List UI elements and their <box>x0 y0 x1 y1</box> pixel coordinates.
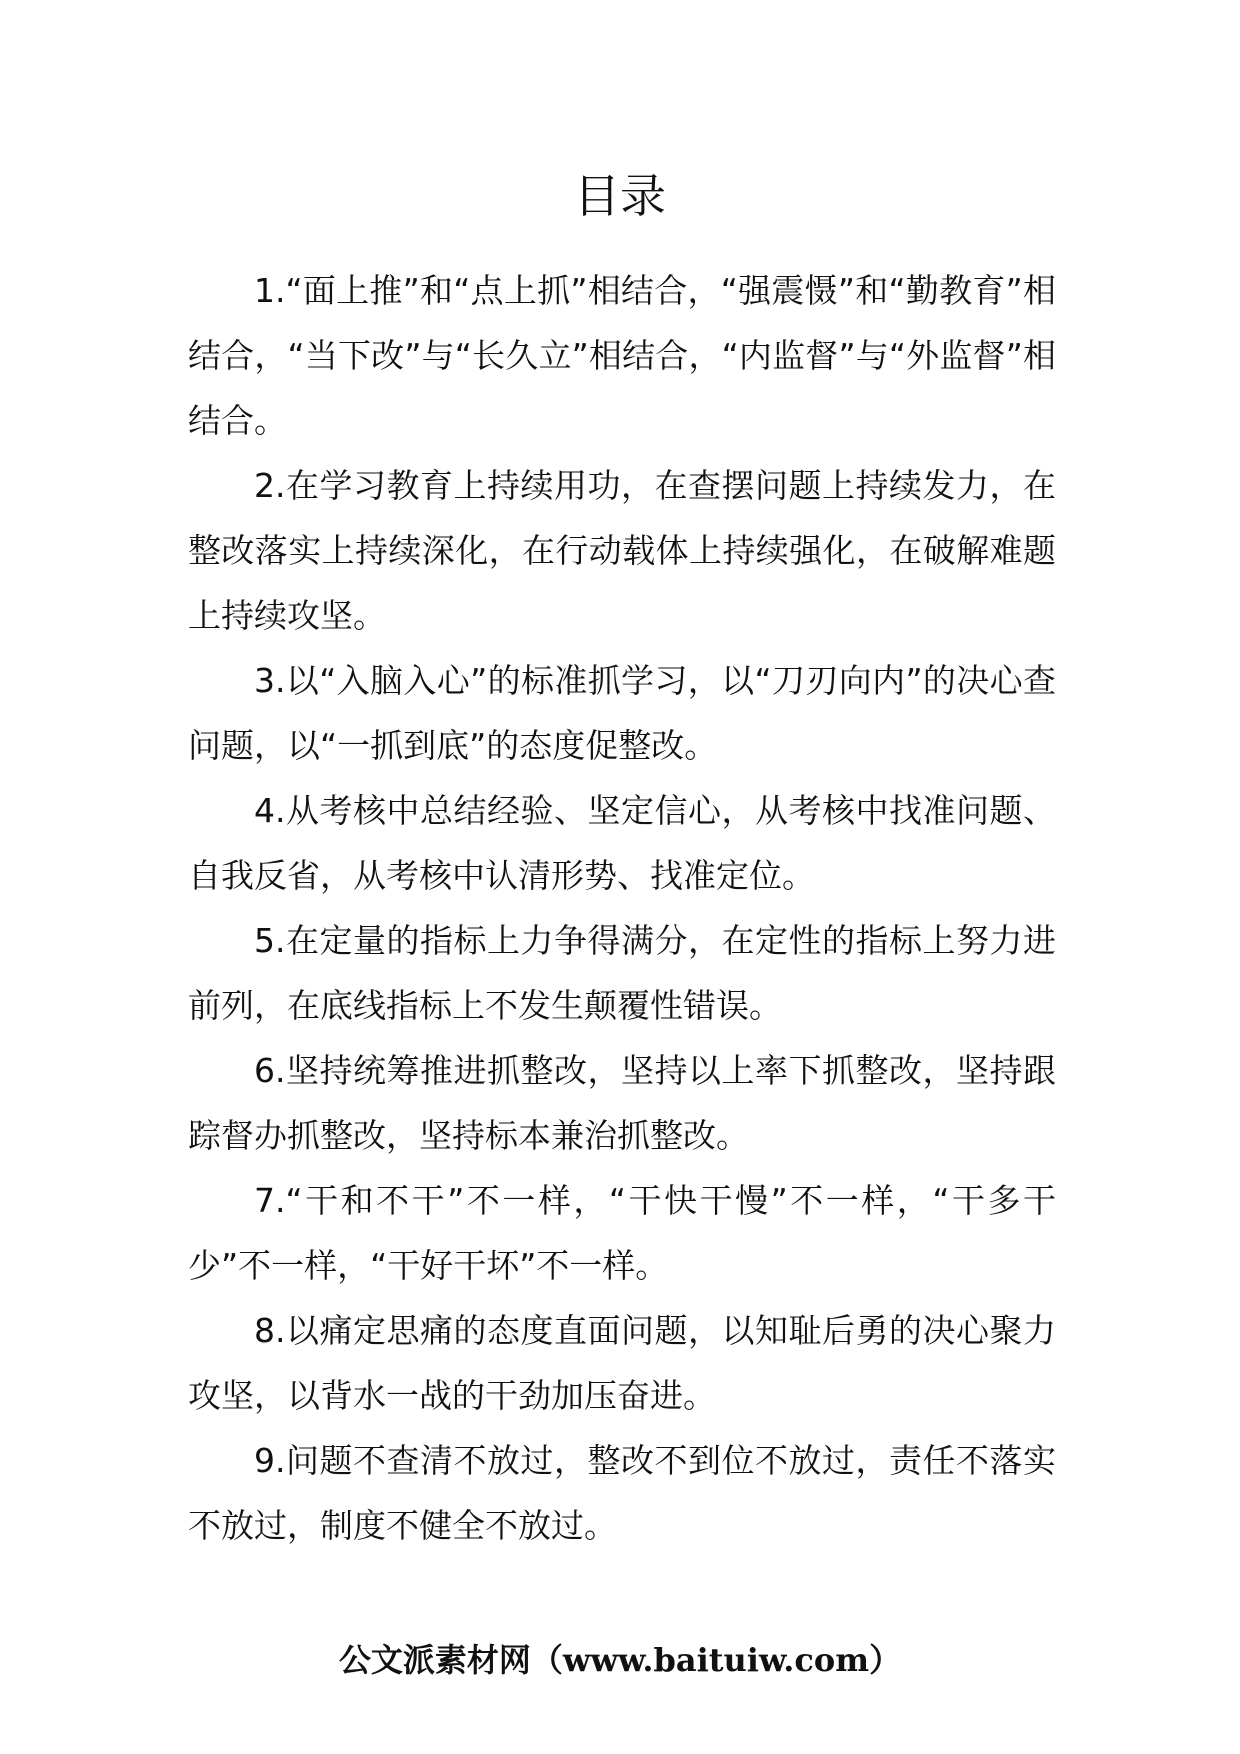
toc-item-7: 7.“干和不干”不一样，“干快干慢”不一样，“干多干少”不一样，“干好干坏”不一样。 <box>188 1181 1056 1285</box>
toc-item-6: 6.坚持统筹推进抓整改，坚持以上率下抓整改，坚持跟踪督办抓整改，坚持标本兼治抓整改。 <box>188 1051 1056 1155</box>
toc-list <box>188 258 1056 1558</box>
toc-item-3: 3.以“入脑入心”的标准抓学习，以“刀刃向内”的决心查问题，以“一抓到底”的态度促整改。 <box>188 661 1056 765</box>
toc-item-4: 4.从考核中总结经验、坚定信心，从考核中找准问题、自我反省，从考核中认清形势、找准定位。 <box>188 791 1056 895</box>
toc-item-2: 2.在学习教育上持续用功，在查摆问题上持续发力，在整改落实上持续深化，在行动载体上持续强化，在破解难题上持续攻坚。 <box>188 466 1056 635</box>
toc-item-1: 1.“面上推”和“点上抓”相结合，“强震慑”和“勤教育”相结合，“当下改”与“长久立”相结合，“内监督”与“外监督”相结合。 <box>188 271 1056 440</box>
footer-source: 公文派素材网（www.baituiw.com） <box>338 1641 902 1679</box>
page-title: 目录 <box>574 169 666 223</box>
toc-item-8: 8.以痛定思痛的态度直面问题，以知耻后勇的决心聚力攻坚，以背水一战的干劲加压奋进。 <box>188 1311 1056 1415</box>
toc-item-5: 5.在定量的指标上力争得满分，在定性的指标上努力进前列，在底线指标上不发生颠覆性错误。 <box>188 921 1056 1025</box>
toc-item-9: 9.问题不查清不放过，整改不到位不放过，责任不落实不放过，制度不健全不放过。 <box>188 1441 1056 1545</box>
